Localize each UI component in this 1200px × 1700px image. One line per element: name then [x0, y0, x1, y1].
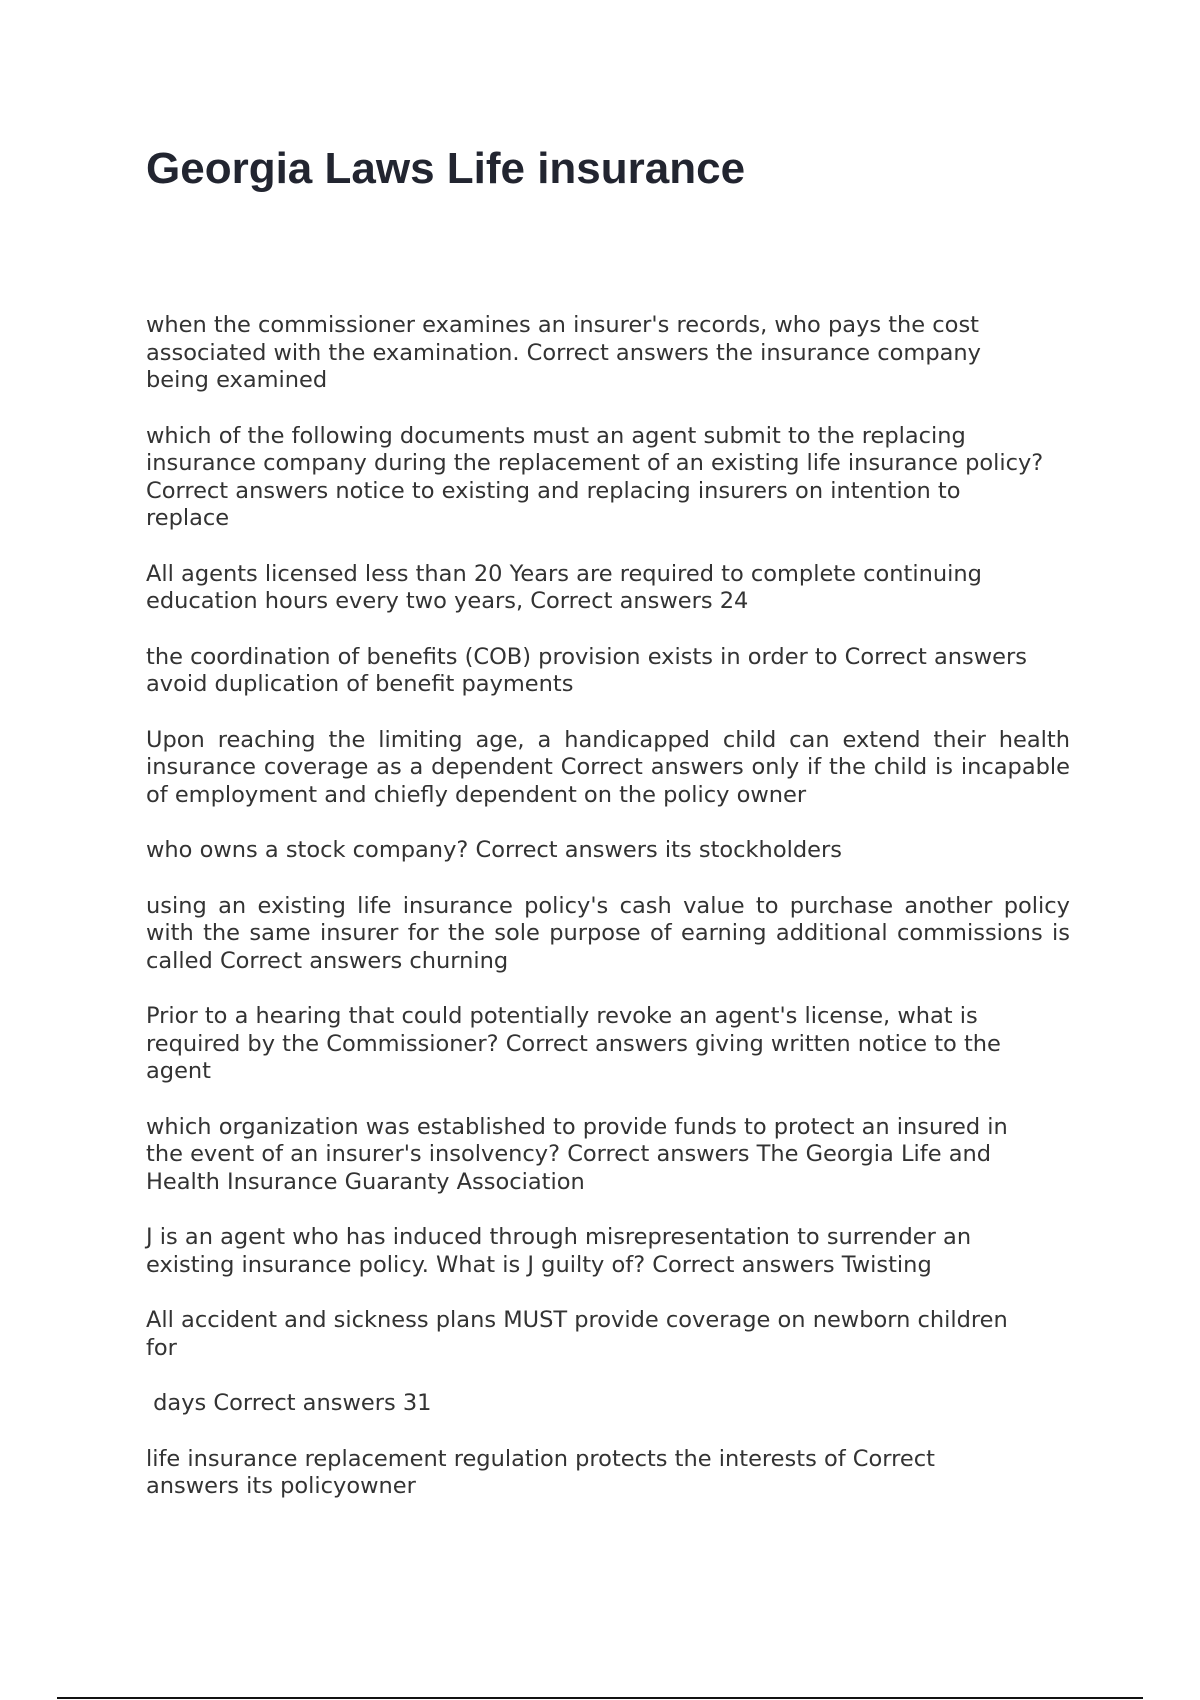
document-title: Georgia Laws Life insurance [146, 144, 746, 193]
qa-list [146, 312, 1070, 1529]
qa-item: when the commissioner examines an insurer's records, who pays the cost associated with the examination. Correct answers the insurance company being examined [146, 312, 981, 393]
qa-item: Prior to a hearing that could potentially revoke an agent's license, what is required by the Commissioner? Correct answers giving written notice to the agent [146, 1003, 1001, 1084]
qa-item: All agents licensed less than 20 Years are required to complete continuing education hours every two years, Correct answers 24 [146, 560, 982, 614]
qa-item: who owns a stock company? Correct answers its stockholders [146, 837, 842, 863]
qa-item: which organization was established to provide funds to protect an insured in the event of an insurer's insolvency? Correct answers The Georgia Life and Health Insurance Guaranty Association [146, 1113, 1008, 1195]
qa-item: All accident and sickness plans MUST provide coverage on newborn children for [146, 1307, 1008, 1361]
qa-item: which of the following documents must an agent submit to the replacing insurance company during the replacement of an existing life insurance policy? Correct answers notice to existing and replacing insurers on intention to replace [146, 422, 1044, 531]
qa-item: using an existing life insurance policy's cash value to purchase another policy with the same insurer for the sole purpose of earning additional commissions is called Correct answers churning [146, 892, 1070, 974]
qa-item: days Correct answers 31 [146, 1390, 432, 1416]
qa-item: the coordination of benefits (COB) provision exists in order to Correct answers avoid duplication of benefit payments [146, 643, 1027, 697]
qa-item: Upon reaching the limiting age, a handicapped child can extend their health insurance coverage as a dependent Correct answers only if the child is incapable of employment and chiefly dependent on the policy owner [146, 726, 1070, 808]
qa-item: J is an agent who has induced through misrepresentation to surrender an existing insurance policy. What is J guilty of? Correct answers Twisting [146, 1224, 972, 1278]
qa-item: life insurance replacement regulation protects the interests of Correct answers its policyowner [146, 1445, 935, 1499]
footer-rule [57, 1697, 1143, 1699]
